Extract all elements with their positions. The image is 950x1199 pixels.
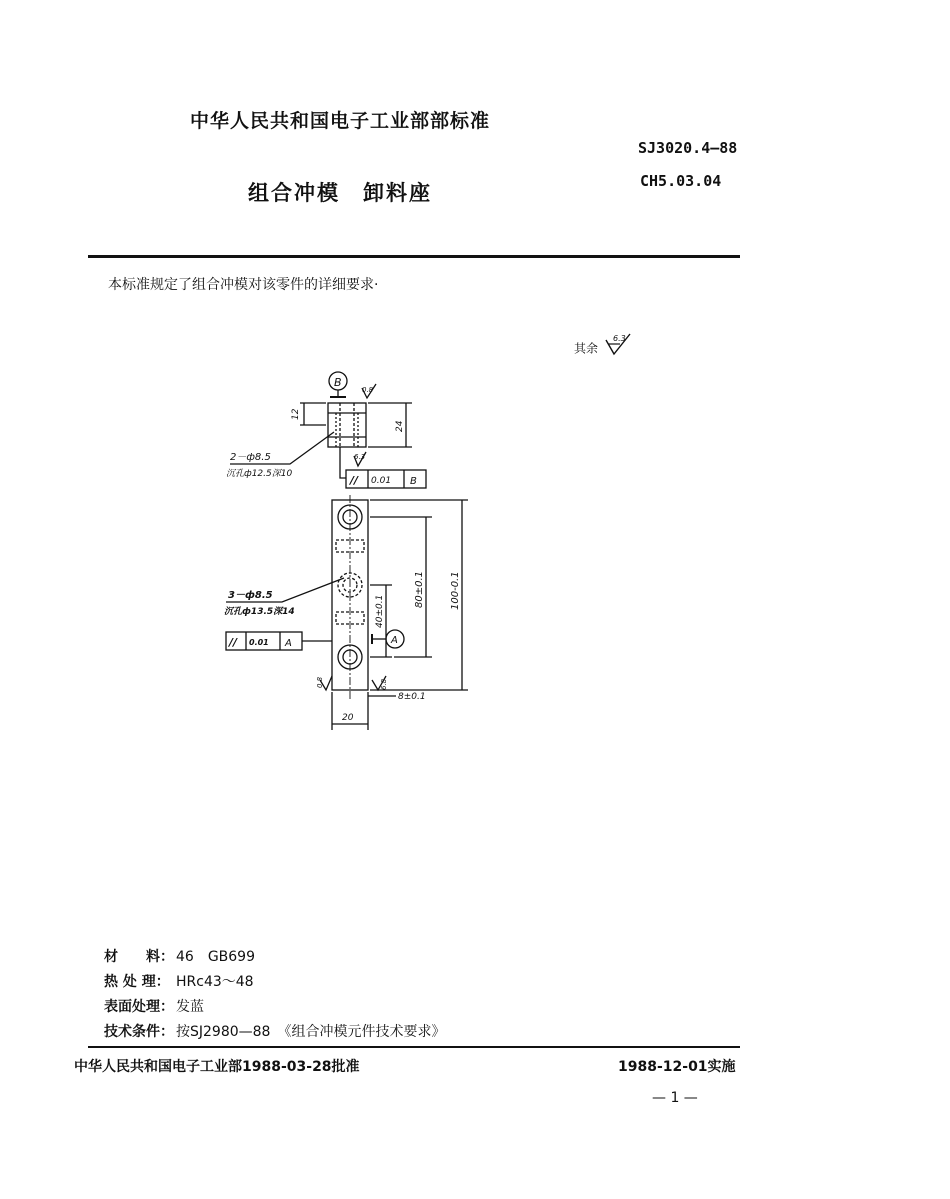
- side-view-outline: [328, 403, 366, 447]
- spec-label: 表面处理：: [104, 999, 174, 1015]
- dim-24: 24: [395, 420, 405, 432]
- spec-value: 按SJ2980—88 《组合冲模元件技术要求》: [176, 1024, 446, 1040]
- tol-a-symbol: //: [229, 636, 238, 649]
- roughness-side-value: 6.3: [354, 453, 366, 461]
- classification-code: CH5.03.04: [640, 172, 722, 190]
- spec-technical-conditions: [104, 1021, 445, 1041]
- front-note-line2: 沉孔ф13.5深14: [224, 607, 295, 617]
- spec-label: 热 处 理：: [104, 974, 170, 990]
- dim-100: 100-0.1: [450, 571, 461, 610]
- page-number: — 1 —: [652, 1090, 698, 1106]
- datum-a-label: A: [391, 635, 398, 646]
- implementation-date: 1988-12-01实施: [618, 1059, 736, 1075]
- spec-label: 材 料：: [104, 949, 174, 965]
- roughness-top-value: 0.8: [362, 386, 374, 394]
- standard-code: SJ3020.4—88: [638, 139, 738, 157]
- spec-material: [104, 946, 255, 966]
- tol-b-symbol: //: [350, 474, 359, 487]
- dim-12: 12: [291, 408, 301, 420]
- tol-a-datum: A: [285, 638, 292, 649]
- document-title: 组合冲模 卸料座: [248, 181, 432, 205]
- approval-line: 中华人民共和国电子工业部1988-03-28批准: [74, 1059, 360, 1075]
- spec-label: 技术条件：: [104, 1024, 174, 1040]
- issuing-organization: 中华人民共和国电子工业部部标准: [190, 110, 491, 132]
- side-note-line2: 沉孔ф12.5深10: [226, 469, 293, 479]
- front-note-line1: 3－ф8.5: [228, 590, 273, 601]
- spec-value: 46 GB699: [176, 949, 255, 965]
- tol-a-value: 0.01: [249, 638, 269, 647]
- tol-b-datum: B: [410, 476, 417, 487]
- datum-b-label: B: [334, 376, 342, 389]
- spec-heat-treatment: [104, 971, 254, 991]
- tol-b-value: 0.01: [371, 476, 392, 486]
- dim-8: 8±0.1: [398, 692, 426, 702]
- roughness-bottom-right-value: 6.8: [380, 678, 388, 690]
- side-note-line1: 2－ф8.5: [230, 452, 271, 463]
- spec-surface-treatment: [104, 996, 204, 1016]
- roughness-value: 6.3: [612, 334, 626, 343]
- spec-value: HRc43～48: [176, 974, 254, 990]
- roughness-label: 其余: [574, 341, 599, 356]
- spec-value: 发蓝: [176, 999, 204, 1015]
- dim-40: 40±0.1: [375, 594, 385, 628]
- dim-80: 80±0.1: [414, 570, 425, 608]
- dim-20: 20: [342, 713, 354, 723]
- roughness-bottom-left-value: 0.8: [316, 676, 324, 688]
- footer-divider: [88, 1046, 740, 1048]
- intro-text: 本标准规定了组合冲模对该零件的详细要求·: [108, 277, 379, 293]
